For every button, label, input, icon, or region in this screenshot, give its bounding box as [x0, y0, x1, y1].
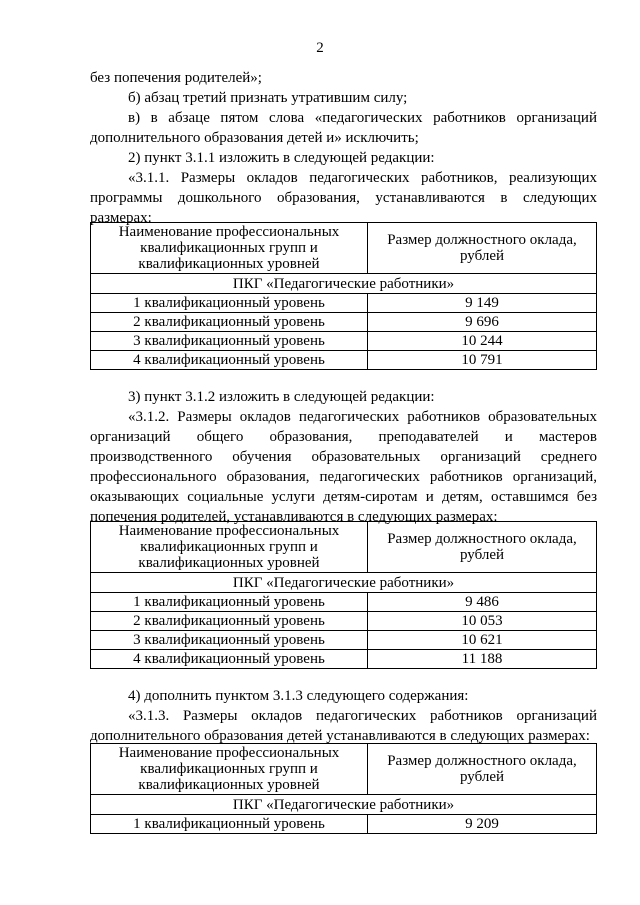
- table-header-salary: Размер должностного оклада, рублей: [368, 223, 597, 274]
- salary-cell: 9 209: [368, 815, 597, 834]
- salary-cell: 9 149: [368, 294, 597, 313]
- level-cell: 1 квалификационный уровень: [91, 815, 368, 834]
- level-cell: 4 квалификационный уровень: [91, 351, 368, 370]
- paragraph: «3.1.3. Размеры окладов педагогических работников организаций дополнительного образования детей устанавливаются в следующих размерах:: [90, 708, 597, 744]
- paragraph: без попечения родителей»;: [90, 70, 262, 86]
- table-row: [91, 815, 597, 834]
- paragraph: 4) дополнить пунктом 3.1.3 следующего содержания:: [128, 688, 469, 704]
- level-cell: 3 квалификационный уровень: [91, 631, 368, 650]
- level-cell: 4 квалификационный уровень: [91, 650, 368, 669]
- salary-cell: 10 244: [368, 332, 597, 351]
- table-row: [91, 612, 597, 631]
- salary-table-1: [90, 222, 597, 370]
- table-row: [91, 313, 597, 332]
- salary-cell: 9 486: [368, 593, 597, 612]
- paragraph: в) в абзаце пятом слова «педагогических работников организаций дополнительного образования детей и» исключить;: [90, 110, 597, 146]
- table-row: [91, 332, 597, 351]
- table-row: [91, 631, 597, 650]
- table-row: [91, 351, 597, 370]
- table-header-name: Наименование профессиональных квалификационных групп и квалификационных уровней: [91, 744, 368, 795]
- table-group-row: ПКГ «Педагогические работники»: [91, 274, 597, 294]
- table-group-row: ПКГ «Педагогические работники»: [91, 795, 597, 815]
- salary-cell: 10 053: [368, 612, 597, 631]
- paragraph: «3.1.2. Размеры окладов педагогических работников образовательных организаций общего образования, преподавателей и мастеров производственного обучения образовательных организаций среднего профессионального образования, педагогических работников организаций, оказывающих социальные услуги детям-сиротам и детям, оставшимся без попечения родителей, устанавливаются в следующих размерах:: [90, 409, 597, 525]
- salary-cell: 10 621: [368, 631, 597, 650]
- table-header-name: Наименование профессиональных квалификационных групп и квалификационных уровней: [91, 522, 368, 573]
- paragraph: 2) пункт 3.1.1 изложить в следующей редакции:: [128, 150, 435, 166]
- salary-cell: 10 791: [368, 351, 597, 370]
- table-header-name: Наименование профессиональных квалификационных групп и квалификационных уровней: [91, 223, 368, 274]
- salary-cell: 11 188: [368, 650, 597, 669]
- paragraph: б) абзац третий признать утратившим силу;: [128, 90, 408, 106]
- salary-table-2: [90, 521, 597, 669]
- table-header-salary: Размер должностного оклада, рублей: [368, 744, 597, 795]
- level-cell: 1 квалификационный уровень: [91, 593, 368, 612]
- level-cell: 2 квалификационный уровень: [91, 313, 368, 332]
- salary-table-3: [90, 743, 597, 834]
- table-row: [91, 593, 597, 612]
- table-row: [91, 650, 597, 669]
- level-cell: 3 квалификационный уровень: [91, 332, 368, 351]
- paragraph: «3.1.1. Размеры окладов педагогических работников, реализующих программы дошкольного образования, устанавливаются в следующих размерах:: [90, 170, 597, 226]
- text-block-middle: [90, 387, 597, 527]
- text-block-top: [90, 68, 597, 228]
- table-header-salary: Размер должностного оклада, рублей: [368, 522, 597, 573]
- level-cell: 2 квалификационный уровень: [91, 612, 368, 631]
- table-group-row: ПКГ «Педагогические работники»: [91, 573, 597, 593]
- salary-cell: 9 696: [368, 313, 597, 332]
- page-number: 2: [316, 40, 324, 56]
- text-block-bottom: [90, 686, 597, 746]
- paragraph: 3) пункт 3.1.2 изложить в следующей редакции:: [128, 389, 435, 405]
- table-row: [91, 294, 597, 313]
- level-cell: 1 квалификационный уровень: [91, 294, 368, 313]
